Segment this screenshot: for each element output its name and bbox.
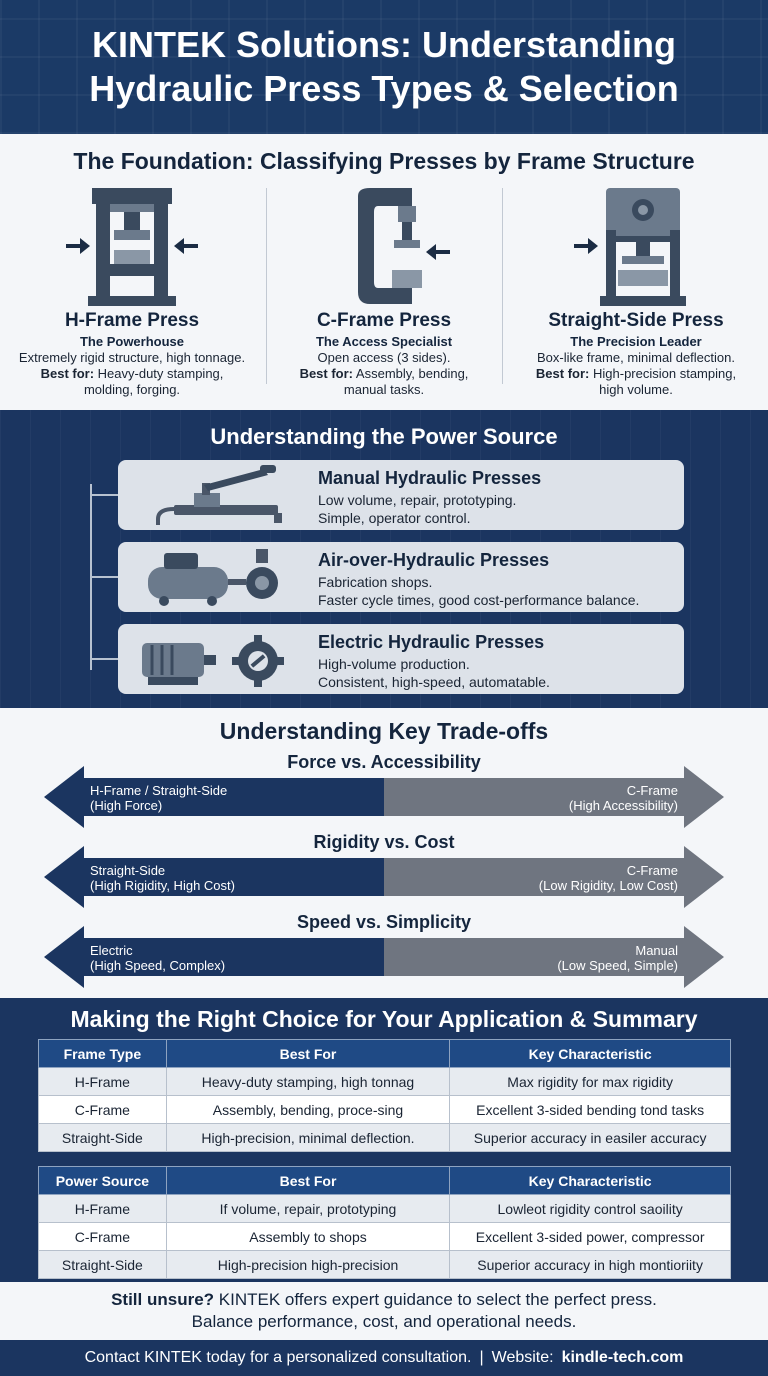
power-name: Air-over-Hydraulic Presses (318, 550, 550, 570)
tradeoff-left-note: (High Speed, Complex) (90, 958, 226, 973)
table-row (39, 1068, 731, 1096)
table-row (39, 1223, 731, 1251)
power-source-section (0, 410, 768, 708)
table-cell: H-Frame (39, 1195, 167, 1223)
frame-desc-line: high volume. (599, 382, 673, 397)
c-frame-card (256, 182, 512, 402)
tradeoff-title: Force vs. Accessibility (287, 752, 481, 772)
hand-pump-icon (134, 465, 294, 525)
power-source-table (38, 1166, 731, 1279)
tradeoffs-section-title: Understanding Key Trade-offs (219, 718, 549, 744)
frame-subtitle: The Powerhouse (79, 334, 185, 349)
tradeoff-title: Rigidity vs. Cost (313, 832, 455, 852)
table-cell: Excellent 3-sided bending tond tasks (450, 1096, 731, 1124)
frame-structure-section (0, 134, 768, 410)
tradeoff-right-note: (Low Rigidity, Low Cost) (538, 878, 678, 893)
website-link[interactable]: kindle-tech.com (561, 1349, 684, 1366)
callout-bold: Still unsure? (111, 1290, 215, 1309)
electric-motor-icon (134, 629, 294, 689)
table-cell: If volume, repair, prototyping (166, 1195, 449, 1223)
tradeoff-arrow (44, 766, 724, 828)
table-row (39, 1124, 731, 1152)
power-desc-line: Fabrication shops. (318, 574, 433, 590)
table-cell: Max rigidity for max rigidity (450, 1068, 731, 1096)
frame-subtitle: The Precision Leader (570, 334, 702, 349)
tradeoff-right-note: (Low Speed, Simple) (557, 958, 678, 973)
h-frame-card (4, 182, 260, 402)
tradeoff-right-label (569, 783, 678, 813)
frame-section-title: The Foundation: Classifying Presses by Frame Structure (73, 148, 695, 174)
frame-desc-line: Extremely rigid structure, high tonnage. (18, 350, 246, 365)
tradeoff-arrow (44, 926, 724, 988)
tradeoff-title: Speed vs. Simplicity (296, 912, 472, 932)
best-for-text: Heavy-duty stamping, (97, 366, 224, 381)
power-card-electric (118, 624, 684, 694)
table-header: Best For (166, 1040, 450, 1068)
table-row (39, 1096, 731, 1124)
table-header: Power Source (39, 1167, 167, 1195)
footer-separator: | (479, 1349, 484, 1366)
frame-desc-line: Open access (3 sides). (317, 350, 451, 365)
power-desc-line: High-volume production. (318, 656, 470, 672)
power-desc-line: Simple, operator control. (318, 510, 471, 526)
power-desc-line: Consistent, high-speed, automatable. (318, 674, 550, 690)
frame-description (4, 350, 260, 398)
tree-branch (90, 494, 118, 496)
footer-website-label: Website: (491, 1349, 554, 1366)
summary-section-title: Making the Right Choice for Your Application & Summary (70, 1006, 698, 1032)
tradeoff-left-note: (High Force) (90, 798, 163, 813)
table-header: Best For (166, 1167, 449, 1195)
straight-side-card (508, 182, 764, 402)
tree-branch (90, 658, 118, 660)
power-desc-line: Faster cycle times, good cost-performance balance. (318, 592, 640, 608)
table-header: Key Characteristic (450, 1167, 731, 1195)
callout-text: KINTEK offers expert guidance to select the perfect press. (214, 1290, 657, 1309)
tradeoff-left-label (90, 783, 227, 813)
table-header-row (39, 1040, 731, 1068)
table-cell: C-Frame (39, 1223, 167, 1251)
table-cell: Assembly, bending, proce-sing (166, 1096, 450, 1124)
c-frame-press-icon (314, 186, 454, 310)
power-section-title: Understanding the Power Source (210, 424, 558, 449)
best-for-text: Assembly, bending, (355, 366, 469, 381)
table-header: Frame Type (39, 1040, 167, 1068)
frame-description (256, 350, 512, 398)
footer-contact: Contact KINTEK today for a personalized consultation. (84, 1349, 472, 1366)
frame-best-for (4, 366, 260, 382)
page-title (89, 23, 679, 111)
footer (0, 1340, 768, 1376)
page-title-line-1: KINTEK Solutions: Understanding (92, 24, 676, 65)
tradeoff-arrow (44, 846, 724, 908)
table-cell: Superior accuracy in high montioriity (450, 1251, 731, 1279)
header-banner (0, 0, 768, 134)
guidance-callout (0, 1282, 768, 1340)
callout-line-1 (0, 1289, 768, 1311)
table-cell: High-precision, minimal deflection. (166, 1124, 450, 1152)
best-for-label: Best for: (299, 366, 354, 381)
tradeoff-left-name: Electric (90, 943, 133, 958)
table-header-row (39, 1167, 731, 1195)
table-cell: H-Frame (39, 1068, 167, 1096)
tradeoff-right-name: C-Frame (626, 863, 678, 878)
power-name: Manual Hydraulic Presses (318, 468, 542, 488)
frame-subtitle: The Access Specialist (315, 334, 453, 349)
callout-line-2: Balance performance, cost, and operational needs. (191, 1312, 577, 1331)
best-for-label: Best for: (40, 366, 95, 381)
frame-name: Straight-Side Press (548, 310, 724, 331)
best-for-label: Best for: (535, 366, 590, 381)
frame-name: H-Frame Press (64, 310, 200, 331)
tradeoff-left-name: H-Frame / Straight-Side (90, 783, 228, 798)
best-for-text: High-precision stamping, (593, 366, 737, 381)
page-title-line-2: Hydraulic Press Types & Selection (89, 68, 679, 109)
tradeoff-right-note: (High Accessibility) (568, 798, 678, 813)
frame-desc-line: Box-like frame, minimal deflection. (537, 350, 735, 365)
frame-desc-line: molding, forging. (83, 382, 181, 397)
table-cell: High-precision high-precision (166, 1251, 449, 1279)
power-card-air (118, 542, 684, 612)
power-card-manual (118, 460, 684, 530)
table-cell: C-Frame (39, 1096, 167, 1124)
table-cell: Heavy-duty stamping, high tonnag (166, 1068, 450, 1096)
table-header: Key Characteristic (450, 1040, 731, 1068)
table-row (39, 1251, 731, 1279)
tree-branch (90, 576, 118, 578)
tradeoff-left-note: (High Rigidity, High Cost) (90, 878, 235, 893)
frame-name: C-Frame Press (316, 310, 452, 331)
table-cell: Lowleot rigidity control saoility (450, 1195, 731, 1223)
tradeoff-left-name: Straight-Side (90, 863, 166, 878)
air-compressor-icon (134, 547, 294, 607)
table-cell: Straight-Side (39, 1124, 167, 1152)
power-desc-line: Low volume, repair, prototyping. (318, 492, 517, 508)
h-frame-press-icon (62, 186, 202, 310)
tradeoff-left-label (90, 943, 225, 973)
table-cell: Superior accuracy in easiler accuracy (450, 1124, 731, 1152)
frame-best-for (508, 366, 764, 382)
power-name: Electric Hydraulic Presses (318, 632, 545, 652)
straight-side-press-icon (566, 186, 706, 310)
summary-section (0, 998, 768, 1282)
tradeoff-right-name: C-Frame (626, 783, 678, 798)
tradeoff-right-name: Manual (635, 943, 678, 958)
tradeoff-right-label (557, 943, 678, 973)
gear-icon (232, 635, 284, 687)
tradeoff-left-label (90, 863, 235, 893)
frame-type-table (38, 1039, 731, 1152)
table-cell: Excellent 3-sided power, compressor (450, 1223, 731, 1251)
table-row (39, 1195, 731, 1223)
table-cell: Assembly to shops (166, 1223, 449, 1251)
frame-best-for (256, 366, 512, 382)
tradeoff-right-label (539, 863, 678, 893)
frame-desc-line: manual tasks. (343, 382, 425, 397)
table-cell: Straight-Side (39, 1251, 167, 1279)
tradeoffs-section (0, 708, 768, 998)
frame-description (508, 350, 764, 398)
